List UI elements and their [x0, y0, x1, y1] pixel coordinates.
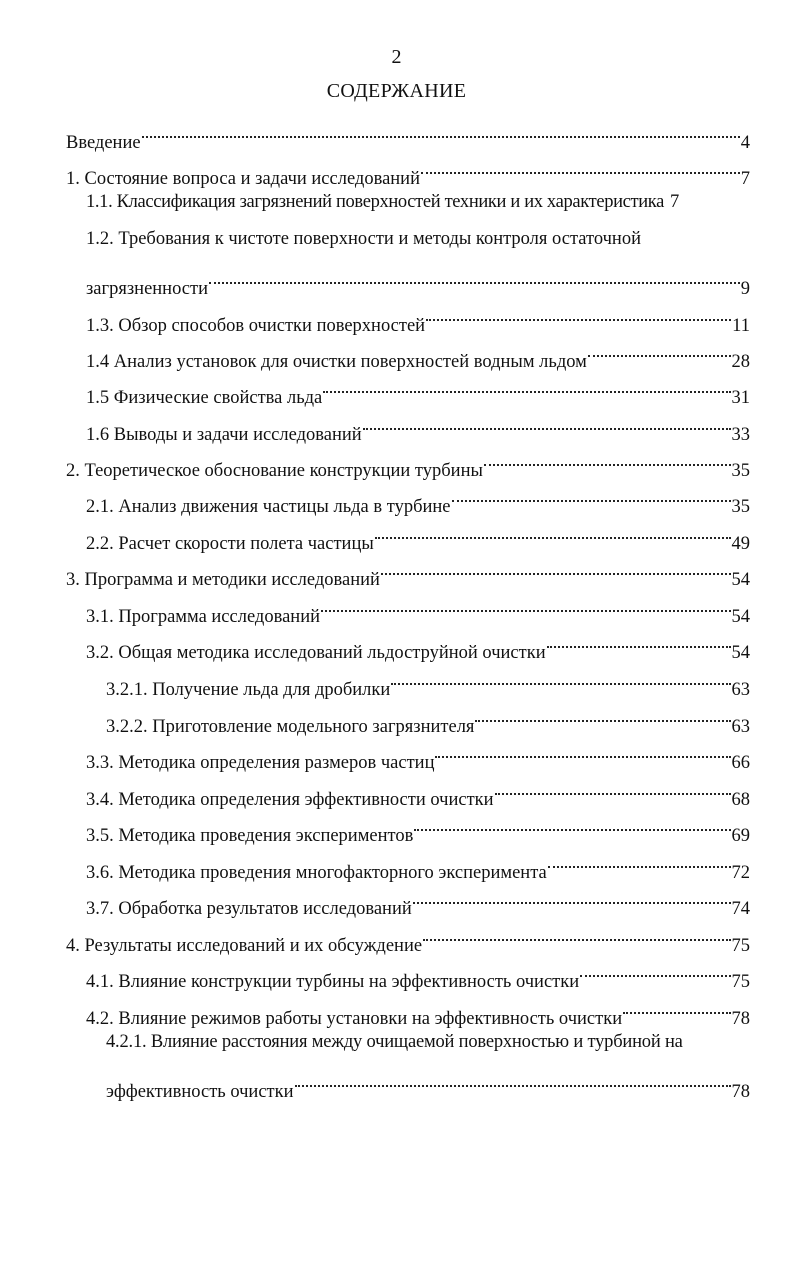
- dot-leader: [323, 367, 730, 403]
- toc-entry-label: 3.2.1. Получение льда для дробилки: [106, 680, 391, 700]
- toc-entry-label: 3.2.2. Приготовление модельного загрязнителя: [106, 717, 475, 737]
- toc-entry[interactable]: [86, 622, 750, 663]
- toc-entry[interactable]: [66, 915, 750, 956]
- toc-entry-label: 3.3. Методика определения размеров частиц: [86, 753, 435, 773]
- dot-leader: [381, 549, 731, 585]
- toc-entry-page: 78: [731, 1082, 750, 1102]
- toc-entry[interactable]: [86, 331, 750, 372]
- toc-entry-label: 3.6. Методика проведения многофакторного эксперимента: [86, 863, 547, 883]
- toc-entry-label: 3.5. Методика проведения экспериментов: [86, 826, 414, 846]
- toc-entry-page: 75: [731, 936, 750, 956]
- toc-entry-label: эффективность очистки: [106, 1082, 294, 1102]
- dot-leader: [588, 331, 731, 367]
- dot-leader: [623, 988, 730, 1024]
- toc-entry-label: 2. Теоретическое обоснование конструкции турбины: [66, 461, 483, 481]
- dot-leader: [548, 842, 731, 878]
- toc-entry[interactable]: [86, 184, 750, 220]
- toc-entry-label: 2.1. Анализ движения частицы льда в турбине: [86, 497, 451, 517]
- toc-entry-label: 1.3. Обзор способов очистки поверхностей: [86, 316, 426, 336]
- toc-entry-label: 1.5 Физические свойства льда: [86, 388, 323, 408]
- toc-entry-label: 2.2. Расчет скорости полета частицы: [86, 534, 374, 554]
- dot-leader: [209, 258, 740, 294]
- toc-entry-page: 49: [731, 534, 750, 554]
- toc-entry-label[interactable]: 4.2.1. Влияние расстояния между очищаемой поверхностью и турбиной на: [106, 1032, 683, 1052]
- toc-entry-label[interactable]: 1.2. Требования к чистоте поверхности и методы контроля остаточной: [86, 229, 641, 249]
- toc-entry-page: 54: [731, 643, 750, 663]
- toc-entry-label: 1. Состояние вопроса и задачи исследований: [66, 169, 420, 189]
- toc-entry[interactable]: [86, 732, 750, 773]
- dot-leader: [435, 732, 730, 768]
- dot-leader: [423, 915, 730, 951]
- toc-entry-page: 7: [740, 169, 750, 189]
- toc-entry-page: 75: [731, 972, 750, 992]
- dot-leader: [295, 1061, 731, 1097]
- toc-entry[interactable]: [66, 112, 750, 153]
- dot-leader: [142, 112, 740, 148]
- toc-entry-page: 69: [731, 826, 750, 846]
- toc-entry-page: 78: [731, 1009, 750, 1029]
- toc-entry[interactable]: [66, 549, 750, 590]
- toc-entry-label: 4.1. Влияние конструкции турбины на эффективность очистки: [86, 972, 580, 992]
- toc-entry[interactable]: [106, 659, 750, 700]
- toc-entry[interactable]: [86, 951, 750, 992]
- toc-entry[interactable]: [86, 586, 750, 627]
- toc-entry-page: 11: [732, 316, 750, 336]
- toc-entry-label: 4. Результаты исследований и их обсуждение: [66, 936, 423, 956]
- toc-entry[interactable]: [86, 513, 750, 554]
- toc-entry-page: 31: [731, 388, 750, 408]
- dot-leader: [321, 586, 731, 622]
- toc-entry[interactable]: [66, 440, 750, 481]
- toc-entry-page: 9: [740, 279, 750, 299]
- toc-entry-label: 4.2. Влияние режимов работы установки на эффективность очистки: [86, 1009, 623, 1029]
- toc-entry[interactable]: [86, 878, 750, 919]
- toc-entry[interactable]: [86, 476, 750, 517]
- toc-entry-page: 74: [731, 899, 750, 919]
- toc-entry-label: 3.1. Программа исследований: [86, 607, 320, 627]
- toc-entry-page: 35: [731, 461, 750, 481]
- toc-entry-page: 7: [670, 192, 679, 212]
- toc-entry-page: 68: [731, 790, 750, 810]
- dot-leader: [475, 696, 730, 732]
- dot-leader: [580, 951, 730, 987]
- toc-entry-label: 1.1. Классификация загрязнений поверхностей техники и их характеристика: [86, 192, 665, 212]
- toc-entry-page: 63: [731, 717, 750, 737]
- toc-entry[interactable]: [86, 258, 750, 299]
- toc-entry[interactable]: [86, 842, 750, 883]
- toc-entry[interactable]: [106, 696, 750, 737]
- toc-entry-label: 3.7. Обработка результатов исследований: [86, 899, 412, 919]
- toc-entry[interactable]: [106, 1061, 750, 1102]
- toc-entry-label: 1.4 Анализ установок для очистки поверхностей водным льдом: [86, 352, 587, 372]
- page-number: 2: [391, 46, 402, 68]
- toc-entry-page: 54: [731, 570, 750, 590]
- toc-entry-label: 3. Программа и методики исследований: [66, 570, 380, 590]
- toc-entry-page: 33: [731, 425, 750, 445]
- toc-entry-label: 3.2. Общая методика исследований льдоструйной очистки: [86, 643, 546, 663]
- dot-leader: [547, 622, 731, 658]
- toc-entry-page: 66: [731, 753, 750, 773]
- toc-entry-label: Введение: [66, 133, 141, 153]
- toc-entry-label: загрязненности: [86, 279, 208, 299]
- dot-leader: [426, 295, 731, 331]
- dot-leader: [421, 148, 740, 184]
- toc-entry-page: 63: [731, 680, 750, 700]
- toc-entry[interactable]: [86, 769, 750, 810]
- dot-leader: [391, 659, 730, 695]
- toc-entry-label: 3.4. Методика определения эффективности очистки: [86, 790, 494, 810]
- toc-entry-page: 4: [740, 133, 750, 153]
- toc-entry[interactable]: [86, 404, 750, 445]
- dot-leader: [363, 404, 731, 440]
- toc-entry[interactable]: [86, 295, 750, 336]
- toc-entry-page: 28: [731, 352, 750, 372]
- toc-entry-page: 54: [731, 607, 750, 627]
- toc-entry-page: 35: [731, 497, 750, 517]
- toc-entry[interactable]: [86, 805, 750, 846]
- dot-leader: [413, 878, 731, 914]
- dot-leader: [414, 805, 730, 841]
- dot-leader: [375, 513, 731, 549]
- dot-leader: [495, 769, 731, 805]
- dot-leader: [484, 440, 731, 476]
- toc-entry-page: 72: [731, 863, 750, 883]
- toc-entry[interactable]: [86, 367, 750, 408]
- toc-entry-label: 1.6 Выводы и задачи исследований: [86, 425, 362, 445]
- toc-entry[interactable]: [86, 988, 750, 1029]
- dot-leader: [452, 476, 731, 512]
- toc-entry[interactable]: [66, 148, 750, 189]
- page-title: СОДЕРЖАНИЕ: [326, 80, 467, 102]
